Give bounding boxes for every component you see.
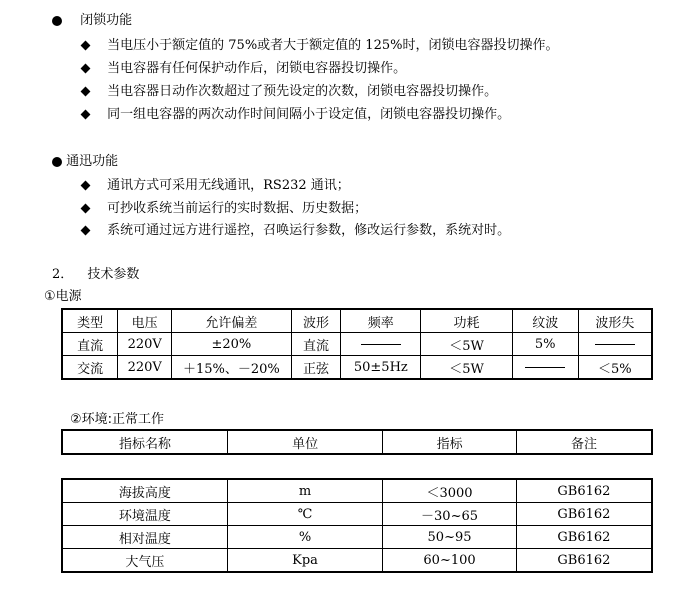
env-table bbox=[61, 478, 653, 573]
diamond-bullet-icon bbox=[81, 41, 91, 51]
table-cell: 220V bbox=[118, 356, 172, 380]
table-cell: ℃ bbox=[227, 503, 382, 526]
table-cell: 环境温度 bbox=[62, 503, 227, 526]
header-cell: 备注 bbox=[516, 430, 652, 454]
table-row bbox=[62, 503, 652, 526]
env-title: ②环境:正常工作 bbox=[70, 412, 165, 427]
header-cell: 电压 bbox=[118, 309, 172, 333]
lock-heading bbox=[52, 9, 132, 28]
header-cell: 波形 bbox=[291, 309, 341, 333]
table-cell: GB6162 bbox=[516, 503, 652, 526]
table-cell: 220V bbox=[118, 333, 172, 356]
diamond-bullet-icon bbox=[81, 64, 91, 74]
table-cell: 5% bbox=[512, 333, 578, 356]
table-cell: GB6162 bbox=[516, 479, 652, 503]
dash-line bbox=[525, 367, 565, 368]
lock-item: 当电压小于额定值的 75%或者大于额定值的 125%时，闭锁电容器投切操作。 bbox=[82, 34, 558, 53]
diamond-bullet-icon bbox=[81, 181, 91, 191]
table-header-row bbox=[62, 309, 652, 333]
power-table bbox=[61, 308, 653, 380]
table-cell: －30~65 bbox=[383, 503, 517, 526]
header-cell: 指标 bbox=[383, 430, 517, 454]
header-cell: 类型 bbox=[62, 309, 118, 333]
table-cell: ＜5W bbox=[421, 333, 513, 356]
bullet-dot-icon bbox=[52, 16, 62, 26]
header-cell: 单位 bbox=[227, 430, 382, 454]
table-cell: m bbox=[227, 479, 382, 503]
header-cell: 允许偏差 bbox=[172, 309, 292, 333]
power-title: ①电源 bbox=[44, 289, 82, 304]
table-header-row bbox=[62, 430, 652, 454]
diamond-bullet-icon bbox=[81, 226, 91, 236]
table-cell: 大气压 bbox=[62, 549, 227, 573]
table-cell: ＜5% bbox=[578, 356, 652, 380]
table-row bbox=[62, 549, 652, 573]
table-cell: 50~95 bbox=[383, 526, 517, 549]
diamond-bullet-icon bbox=[81, 87, 91, 97]
dash-line bbox=[595, 344, 635, 345]
comm-heading bbox=[52, 150, 118, 169]
bullet-dot-icon bbox=[52, 157, 62, 167]
table-row bbox=[62, 526, 652, 549]
table-cell: Kpa bbox=[227, 549, 382, 573]
lock-item: 同一组电容器的两次动作时间间隔小于设定值，闭锁电容器投切操作。 bbox=[82, 103, 510, 122]
table-cell: 直流 bbox=[291, 333, 341, 356]
table-row bbox=[62, 333, 652, 356]
header-cell: 纹波 bbox=[512, 309, 578, 333]
table-cell: ＋15%、－20% bbox=[172, 356, 292, 380]
comm-title: 通迅功能 bbox=[66, 154, 119, 169]
header-cell: 波形失 bbox=[578, 309, 652, 333]
table-row bbox=[62, 479, 652, 503]
table-cell: ±20% bbox=[172, 333, 292, 356]
diamond-bullet-icon bbox=[81, 110, 91, 120]
env-header-table bbox=[61, 429, 653, 455]
table-cell: ＜3000 bbox=[383, 479, 517, 503]
header-cell: 频率 bbox=[341, 309, 421, 333]
table-row bbox=[62, 356, 652, 380]
table-cell: 直流 bbox=[62, 333, 118, 356]
dash-line bbox=[361, 344, 401, 345]
table-cell bbox=[512, 356, 578, 380]
table-cell: % bbox=[227, 526, 382, 549]
table-cell: 60~100 bbox=[383, 549, 517, 573]
table-cell: 交流 bbox=[62, 356, 118, 380]
comm-item: 通讯方式可采用无线通讯，RS232 通讯； bbox=[82, 174, 350, 193]
lock-item: 当电容器日动作次数超过了预先设定的次数，闭锁电容器投切操作。 bbox=[82, 80, 497, 99]
table-cell: GB6162 bbox=[516, 526, 652, 549]
table-cell bbox=[341, 333, 421, 356]
table-cell: 正弦 bbox=[291, 356, 341, 380]
section-heading: 2． 技术参数 bbox=[52, 267, 140, 282]
comm-item: 系统可通过远方进行遥控，召唤运行参数，修改运行参数，系统对时。 bbox=[82, 219, 510, 238]
diamond-bullet-icon bbox=[81, 204, 91, 214]
table-cell: 海拔高度 bbox=[62, 479, 227, 503]
table-cell bbox=[578, 333, 652, 356]
table-cell: GB6162 bbox=[516, 549, 652, 573]
lock-item: 当电容器有任何保护动作后，闭锁电容器投切操作。 bbox=[82, 57, 406, 76]
header-cell: 指标名称 bbox=[62, 430, 227, 454]
table-cell: 50±5Hz bbox=[341, 356, 421, 380]
header-cell: 功耗 bbox=[421, 309, 513, 333]
table-cell: 相对温度 bbox=[62, 526, 227, 549]
comm-item: 可抄收系统当前运行的实时数据、历史数据； bbox=[82, 197, 367, 216]
table-cell: ＜5W bbox=[421, 356, 513, 380]
lock-title: 闭锁功能 bbox=[80, 13, 133, 28]
